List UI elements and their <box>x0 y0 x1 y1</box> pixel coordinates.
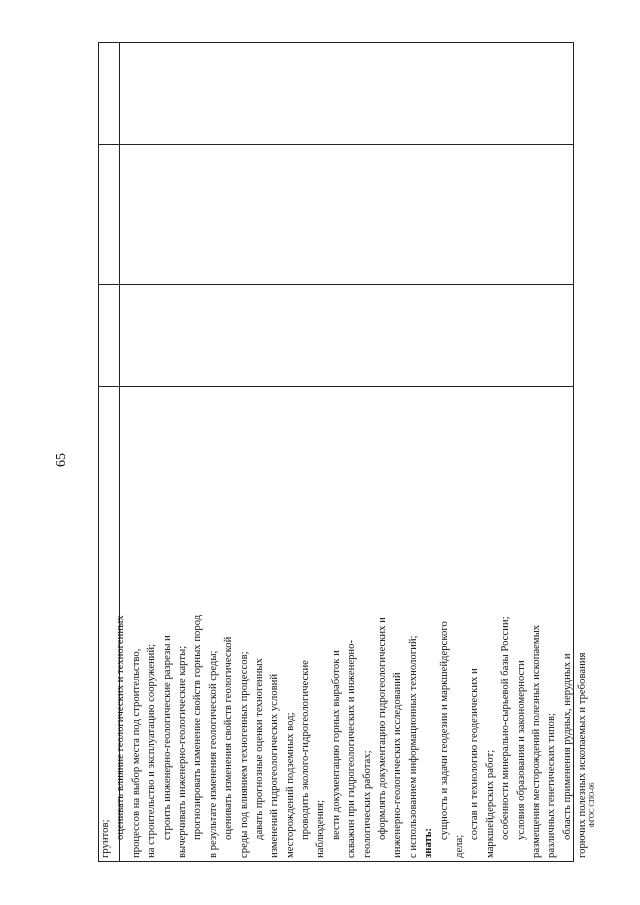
cell-text-line: знать: <box>422 828 435 858</box>
cell-text-line: область применения рудных, нерудных и <box>560 653 573 840</box>
cell-text-line: давать прогнозные оценки техногенных <box>252 658 265 840</box>
cell-text-line: изменений гидрогеологических условий <box>268 673 281 858</box>
cell-text-line: горючих полезных ископаемых и требования <box>576 652 589 858</box>
cell-text-line: скважин при гидрогеологических и инженерно- <box>345 639 358 858</box>
cell-text-line: различных генетических типов; <box>545 712 558 858</box>
cell-text-line: вычерчивать инженерно-геологические карты; <box>175 645 188 858</box>
cell-text-line: дела; <box>452 834 465 858</box>
cell-text-line: на строительство и эксплуатацию сооружений; <box>145 643 158 858</box>
cell-text-line: состав и технологию геодезических и <box>468 668 481 840</box>
cell-text-line: строить инженерно-геологические разрезы и <box>160 635 173 840</box>
table-row-divider <box>99 386 573 387</box>
cell-text-line: вести документацию горных выработок и <box>329 650 342 840</box>
table-cell-content <box>98 480 589 862</box>
cell-text-line: с использованием информационных технологий; <box>406 635 419 858</box>
cell-text-line: оценивать влияние геологических и техногенных <box>114 615 127 840</box>
cell-text-line: геологических работах; <box>360 750 373 858</box>
footer-code: ФГОС СПО-06 <box>588 782 596 828</box>
cell-text-line: месторождений подземных вод; <box>283 712 296 858</box>
table-row-divider <box>99 284 573 285</box>
cell-text-line: процессов на выбор места под строительство, <box>129 648 142 858</box>
cell-text-line: в результате изменения геологической среды; <box>206 650 219 858</box>
cell-text-line: оформлять документацию гидрогеологических и <box>376 617 389 840</box>
cell-text-line: условия образования и закономерности <box>514 660 527 840</box>
page-number: 65 <box>54 453 69 467</box>
cell-text-line: грунтов; <box>99 819 111 858</box>
cell-text-line: особенности минерально-сырьевой базы России; <box>499 616 512 840</box>
table-row-divider <box>99 144 573 145</box>
cell-text-line: маркшейдерских работ; <box>483 749 496 858</box>
cell-text-line: размещения месторождений полезных ископаемых <box>529 624 542 858</box>
cell-text-line: сущность и задачи геодезии и маркшейдерского <box>437 621 450 840</box>
cell-text-line: прогнозировать изменение свойств горных пород <box>191 614 204 840</box>
cell-text-line: проводить эколого-гидрогеологические <box>299 660 312 840</box>
cell-text-line: оценивать изменения свойств геологической <box>222 636 235 840</box>
cell-text-line: среды под влиянием техногенных процессов; <box>237 651 250 858</box>
cell-text-line: инженерно-геологических исследований <box>391 672 404 858</box>
cell-text-line: наблюдения; <box>314 800 327 858</box>
